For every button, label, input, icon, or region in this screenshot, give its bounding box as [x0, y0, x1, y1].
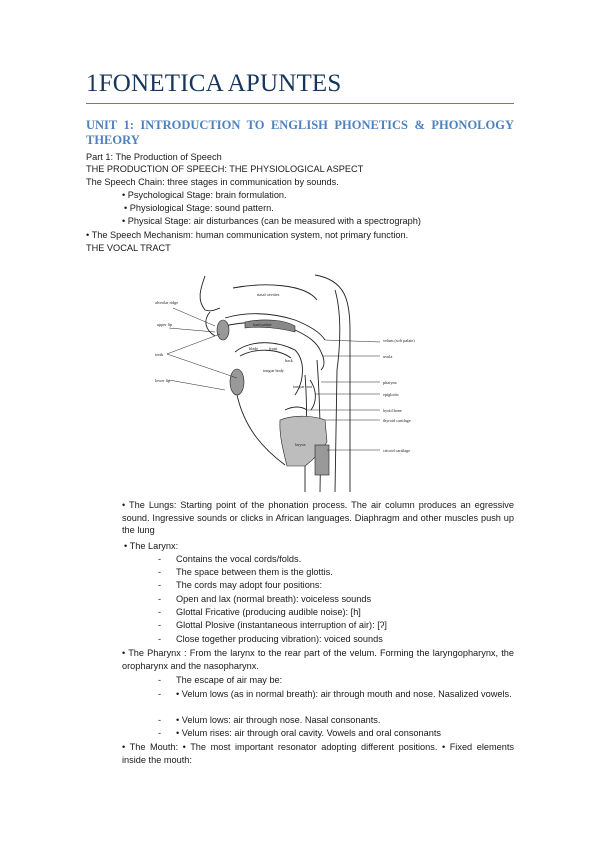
stage-item: • Psychological Stage: brain formulation. [122, 190, 287, 200]
mouth-paragraph: • The Mouth: • The most important resonator adopting different positions. • Fixed elements inside the mouth: [122, 742, 514, 765]
larynx-item: Glottal Fricative (producing audible noise): [h] [176, 607, 361, 617]
label-hyoid-bone: hyoid bone [383, 408, 402, 413]
dash: - [158, 554, 162, 564]
dash: - [158, 689, 162, 699]
pharynx-item: • Velum lows (as in normal breath): air through mouth and nose. Nasalized vowels. [176, 689, 512, 699]
label-teeth-left: teeth [155, 352, 164, 357]
larynx-item: The space between them is the glottis. [176, 567, 333, 577]
dash: - [158, 634, 162, 644]
speech-mechanism: • The Speech Mechanism: human communication system, not primary function. [86, 230, 409, 240]
dash: - [158, 620, 162, 630]
label-cricoid-cartilage: cricoid cartilage [383, 448, 411, 453]
unit-heading: UNIT 1: INTRODUCTION TO ENGLISH PHONETICS & PHONOLOGY THEORY [86, 118, 514, 147]
label-thyroid-cartilage: thyroid cartilage [383, 418, 411, 423]
dash: - [158, 715, 162, 725]
stage-item: • Physical Stage: air disturbances (can be measured with a spectrograph) [122, 216, 421, 226]
dash: - [158, 580, 162, 590]
label-pharynx: pharynx [383, 380, 397, 385]
stage-item: • Physiological Stage: sound pattern. [124, 203, 274, 213]
label-uvula: uvula [383, 354, 393, 359]
larynx-item: Contains the vocal cords/folds. [176, 554, 302, 564]
label-blade: blade [249, 346, 259, 351]
dash: - [158, 567, 162, 577]
label-tongue-root: tongue root [293, 384, 313, 389]
label-upper-lip: upper lip [157, 322, 173, 327]
label-tongue-body: tongue body [263, 368, 284, 373]
larynx-heading: • The Larynx: [124, 541, 179, 551]
label-back: back [285, 358, 293, 363]
label-hard-palate: hard palate [253, 322, 272, 327]
label-front: front [269, 346, 278, 351]
pharynx-paragraph: • The Pharynx : From the larynx to the rear part of the velum. Forming the laryngopharynx, the oropharynx and the nasopharynx. [122, 648, 514, 671]
dash: - [158, 728, 162, 738]
label-nasal-cavities: nasal cavities [257, 292, 280, 297]
vocal-tract-heading: THE VOCAL TRACT [86, 243, 171, 253]
dash: - [158, 607, 162, 617]
speech-chain: The Speech Chain: three stages in communication by sounds. [86, 177, 339, 187]
larynx-item: The cords may adopt four positions: [176, 580, 323, 590]
pharynx-item: The escape of air may be: [176, 675, 283, 685]
label-lower-lip: lower lip [155, 378, 171, 383]
larynx-item: Glottal Plosive (instantaneous interruption of air): [ʔ] [176, 620, 387, 630]
pharynx-item: • Velum rises: air through oral cavity. Vowels and oral consonants [176, 728, 442, 738]
aspect-heading: THE PRODUCTION OF SPEECH: THE PHYSIOLOGICAL ASPECT [86, 164, 364, 174]
pharynx-item: • Velum lows: air through nose. Nasal consonants. [176, 715, 381, 725]
label-velum: velum (soft palate) [383, 338, 415, 343]
larynx-item: Open and lax (normal breath): voiceless sounds [176, 594, 372, 604]
label-epiglottis: epiglottis [383, 392, 399, 397]
label-alveolar-ridge: alveolar ridge [155, 300, 179, 305]
page-title: 1FONETICA APUNTES [86, 70, 342, 97]
dash: - [158, 594, 162, 604]
larynx-item: Close together producing vibration): voiced sounds [176, 634, 383, 644]
part-heading: Part 1: The Production of Speech [86, 152, 222, 162]
label-larynx: larynx [295, 442, 306, 447]
title-divider [86, 103, 514, 104]
dash: - [158, 675, 162, 685]
vocal-tract-diagram [145, 270, 470, 492]
lungs-paragraph: • The Lungs: Starting point of the phonation process. The air column produces an egressive sound. Ingressive sounds or clicks in African languages. Diaphragm and other muscles push up the lung [122, 500, 514, 535]
